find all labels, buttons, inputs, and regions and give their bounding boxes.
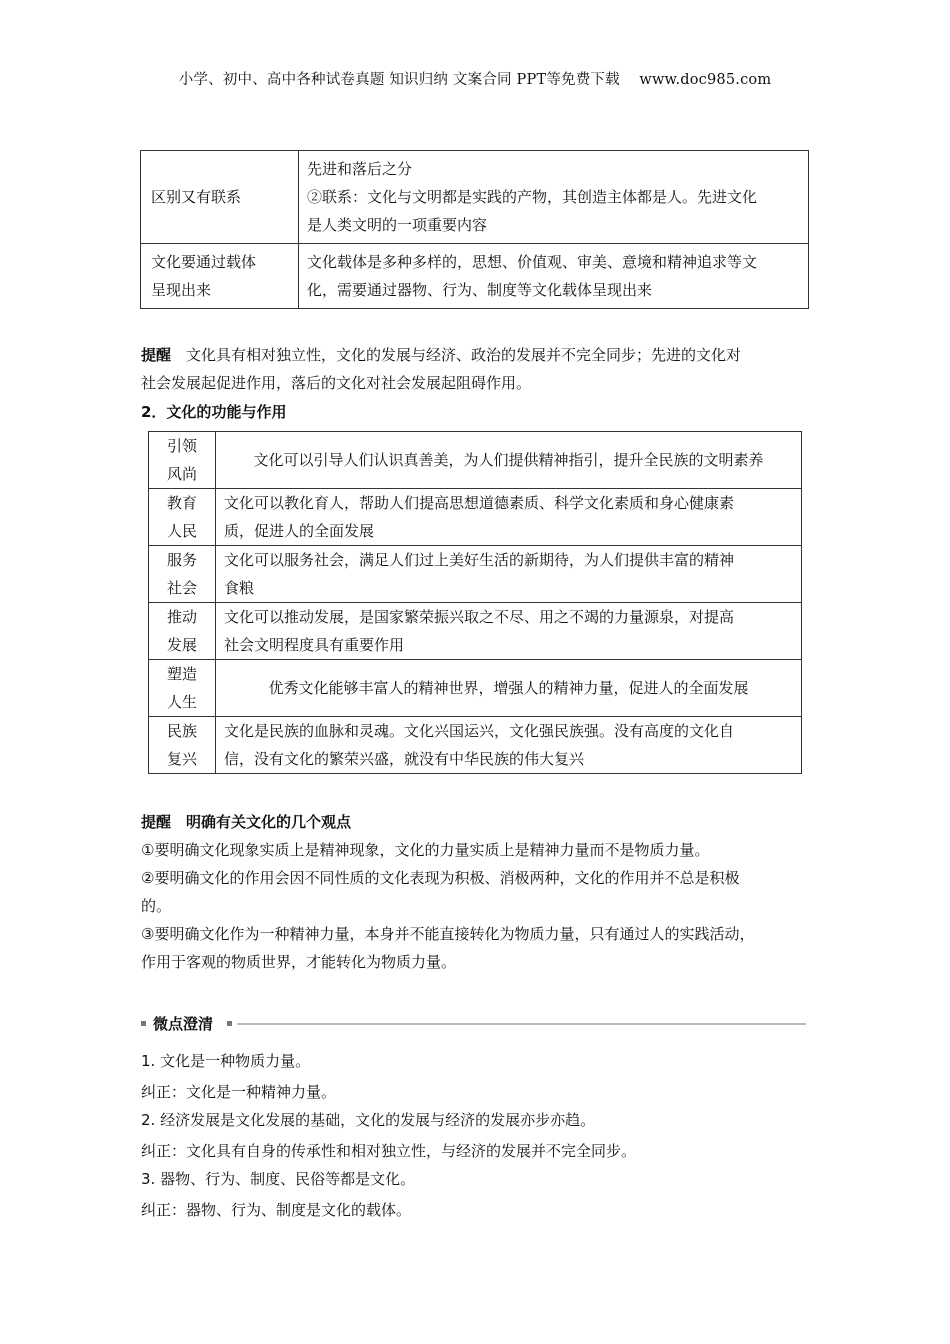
table-row <box>141 244 809 309</box>
table-row <box>149 432 802 489</box>
tip-text: 社会发展起促进作用，落后的文化对社会发展起阻碍作用。 <box>141 374 532 392</box>
table-row <box>149 603 802 660</box>
table-cell-value <box>299 244 809 309</box>
square-icon <box>227 1021 232 1026</box>
list-item: 1. 文化是一种物质力量。 <box>141 1052 311 1070</box>
cell-line: 化，需要通过器物、行为、制度等文化载体呈现出来 <box>307 281 653 299</box>
cell-line: 文化载体是多种多样的，思想、价值观、审美、意境和精神追求等文 <box>307 253 758 271</box>
tip-point: ③要明确文化作为一种精神力量，本身并不能直接转化为物质力量，只有通过人的实践活动， <box>141 925 755 943</box>
table-cell-value: 文化可以教化育人，帮助人们提高思想道德素质、科学文化素质和身心健康素 质，促进人的全面发展 <box>216 489 802 546</box>
list-item: 纠正：文化具有自身的传承性和相对独立性，与经济的发展并不完全同步。 <box>141 1142 637 1160</box>
table-cell-key: 塑造 人生 <box>149 660 216 717</box>
list-item: 2. 经济发展是文化发展的基础，文化的发展与经济的发展亦步亦趋。 <box>141 1111 596 1129</box>
page-header: 小学、初中、高中各种试卷真题 知识归纳 文案合同 PPT等免费下载 www.doc985.com <box>178 72 772 88</box>
table-cell-key: 推动 发展 <box>149 603 216 660</box>
tip-point: ①要明确文化现象实质上是精神现象，文化的力量实质上是精神力量而不是物质力量。 <box>141 841 710 859</box>
tip-paragraph-2 <box>141 808 816 976</box>
table-cell-key: 民族 复兴 <box>149 717 216 774</box>
section-heading: 2．文化的功能与作用 <box>141 403 287 421</box>
cell-line: ②联系：文化与文明都是实践的产物，其创造主体都是人。先进文化 <box>307 188 758 206</box>
cell-line: 呈现出来 <box>151 281 212 299</box>
list-item: 纠正：文化是一种精神力量。 <box>141 1083 337 1101</box>
table-cell-value: 优秀文化能够丰富人的精神世界，增强人的精神力量，促进人的全面发展 <box>216 660 802 717</box>
tip-point: 作用于客观的物质世界，才能转化为物质力量。 <box>141 953 457 971</box>
table-cell-key: 引领 风尚 <box>149 432 216 489</box>
table-row <box>141 151 809 244</box>
table-cell-value: 文化是民族的血脉和灵魂。文化兴国运兴，文化强民族强。没有高度的文化自 信，没有文化的繁荣兴盛，就没有中华民族的伟大复兴 <box>216 717 802 774</box>
table-cell-key: 教育 人民 <box>149 489 216 546</box>
list-item: 3. 器物、行为、制度、民俗等都是文化。 <box>141 1170 416 1188</box>
table-cell-value: 文化可以推动发展，是国家繁荣振兴取之不尽、用之不竭的力量源泉，对提高 社会文明程度具有重要作用 <box>216 603 802 660</box>
table-cell-key <box>141 244 299 309</box>
tip-point: ②要明确文化的作用会因不同性质的文化表现为积极、消极两种，文化的作用并不总是积极 <box>141 869 740 887</box>
table-cell-key: 区别又有联系 <box>141 151 299 244</box>
list-item: 纠正：器物、行为、制度是文化的载体。 <box>141 1201 412 1219</box>
section-title: 微点澄清 <box>153 1015 214 1033</box>
culture-function-table <box>148 431 802 774</box>
tip-title: 提醒 明确有关文化的几个观点 <box>141 813 352 831</box>
table-row <box>149 717 802 774</box>
tip-point: 的。 <box>141 897 172 915</box>
culture-relation-table <box>140 150 809 309</box>
cell-line: 是人类文明的一项重要内容 <box>307 216 488 234</box>
divider-line <box>237 1023 806 1025</box>
table-cell-key: 服务 社会 <box>149 546 216 603</box>
table-row <box>149 489 802 546</box>
table-row <box>149 546 802 603</box>
cell-line: 先进和落后之分 <box>307 160 413 178</box>
table-row <box>149 660 802 717</box>
tip-paragraph-1 <box>141 341 816 397</box>
tip-text: 文化具有相对独立性，文化的发展与经济、政治的发展并不完全同步；先进的文化对 <box>186 346 742 364</box>
section-divider <box>141 1015 806 1033</box>
tip-label: 提醒 <box>141 346 172 364</box>
table-cell-value: 文化可以服务社会，满足人们过上美好生活的新期待，为人们提供丰富的精神 食粮 <box>216 546 802 603</box>
table-cell-value: 文化可以引导人们认识真善美，为人们提供精神指引，提升全民族的文明素养 <box>216 432 802 489</box>
cell-line: 文化要通过载体 <box>151 253 257 271</box>
square-icon <box>141 1021 146 1026</box>
table-cell-value <box>299 151 809 244</box>
